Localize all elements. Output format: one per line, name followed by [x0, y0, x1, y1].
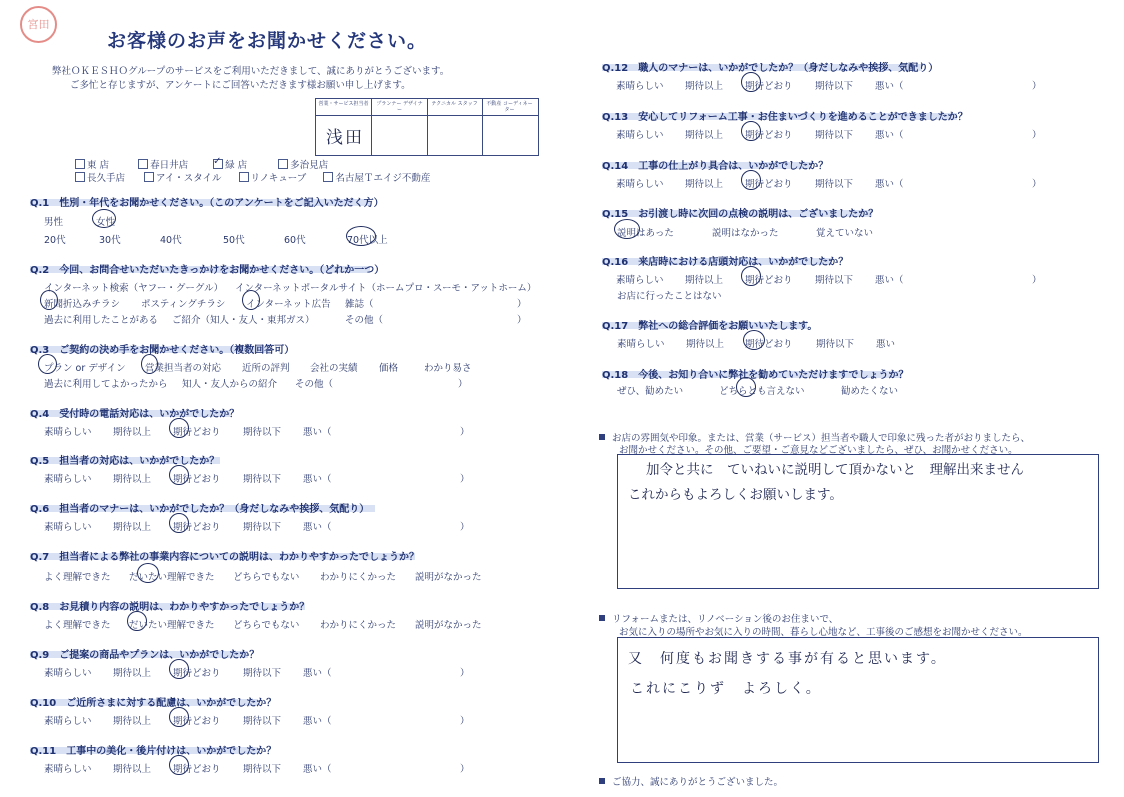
- q12-opt-3[interactable]: 期待どおり: [745, 81, 793, 92]
- q6-opt-5[interactable]: 悪い（: [303, 522, 332, 533]
- q18-opt-1[interactable]: ぜひ、勧めたい: [617, 386, 684, 397]
- q10-question: Q.10 ご近所さまに対する配慮は、いかがでしたか？: [30, 698, 277, 709]
- q7-question: Q.7 担当者による弊社の事業内容についての説明は、わかりやすかったでしょうか？: [30, 552, 420, 563]
- q13-opt-4[interactable]: 期待以下: [815, 130, 854, 141]
- q2-webad-mark: [242, 290, 260, 310]
- q4-opt-4[interactable]: 期待以下: [243, 427, 282, 438]
- q6-opt-1[interactable]: 素晴らしい: [44, 522, 92, 533]
- q6-opt-4[interactable]: 期待以下: [243, 522, 282, 533]
- q2-opt-other-close: ）: [517, 315, 527, 326]
- q6-opt-2[interactable]: 期待以上: [113, 522, 152, 533]
- q11-opt-6: ）: [460, 764, 470, 775]
- q12-opt-2[interactable]: 期待以上: [685, 81, 724, 92]
- staff-header-technical: テクニカル スタッフ: [431, 101, 478, 107]
- q6-opt-6: ）: [460, 522, 470, 533]
- q4-opt-2[interactable]: 期待以上: [113, 427, 152, 438]
- q4-opt-1[interactable]: 素晴らしい: [44, 427, 92, 438]
- q6-mark: [169, 513, 189, 533]
- q5-opt-6: ）: [460, 474, 470, 485]
- q14-mark: [741, 170, 761, 190]
- q8-mark: [127, 611, 147, 631]
- q11-opt-5[interactable]: 悪い（: [303, 764, 332, 775]
- q6-question: Q.6 担当者のマナーは、いかがでしたか？（身だしなみや挨拶、気配り）: [30, 504, 370, 515]
- q4-mark: [169, 418, 189, 438]
- q13-opt-1[interactable]: 素晴らしい: [616, 130, 664, 141]
- store-higashi[interactable]: 東 店: [75, 160, 109, 171]
- q2-opt-portal[interactable]: インターネットポータルサイト（ホームプロ・スーモ・アットホーム）: [235, 283, 537, 294]
- store-tage[interactable]: 名古屋Ｔエイジ不動産: [323, 173, 430, 184]
- q17-mark: [743, 330, 765, 350]
- q4-opt-5[interactable]: 悪い（: [303, 427, 332, 438]
- q17-opt-1[interactable]: 素晴らしい: [617, 339, 665, 350]
- q7-opt-4[interactable]: わかりにくかった: [320, 572, 397, 583]
- q5-opt-5[interactable]: 悪い（: [303, 474, 332, 485]
- q1-question: Q.1 性別・年代をお聞かせください。（このアンケートをご記入いただく方）: [30, 198, 384, 209]
- q5-opt-2[interactable]: 期待以上: [113, 474, 152, 485]
- q2-flyer-mark: [40, 290, 58, 310]
- q15-question: Q.15 お引渡し時に次回の点検の説明は、ございましたか？: [602, 209, 879, 220]
- q16-opt-never[interactable]: お店に行ったことはない: [617, 291, 722, 302]
- q18-opt-3[interactable]: 勧めたくない: [841, 386, 899, 397]
- q16-mark: [741, 266, 761, 286]
- q6-opt-3[interactable]: 期待どおり: [173, 522, 221, 533]
- q1-age-40[interactable]: 40代: [160, 235, 182, 246]
- q17-opt-5[interactable]: 悪い: [876, 339, 896, 350]
- q17-opt-2[interactable]: 期待以上: [686, 339, 725, 350]
- q14-opt-2[interactable]: 期待以上: [685, 179, 724, 190]
- q2-opt-past[interactable]: 過去に利用したことがある: [44, 315, 159, 326]
- q8-opt-2[interactable]: だいたい理解できた: [129, 620, 215, 631]
- q3-opt-plan[interactable]: プラン or デザイン: [44, 363, 126, 374]
- q2-opt-magazine-close: ）: [517, 299, 527, 310]
- q8-opt-1[interactable]: よく理解できた: [44, 620, 111, 631]
- q10-mark: [169, 707, 189, 727]
- q9-opt-2[interactable]: 期待以上: [113, 668, 152, 679]
- q15-opt-3[interactable]: 覚えていない: [816, 228, 874, 239]
- q13-opt-5[interactable]: 悪い（: [875, 130, 904, 141]
- q16-question: Q.16 来店時における店頭対応は、いかがでしたか？: [602, 257, 849, 268]
- q2-opt-posting[interactable]: ポスティングチラシ: [141, 299, 226, 310]
- q12-mark: [741, 72, 761, 92]
- q13-opt-6: ）: [1032, 130, 1042, 141]
- q3-question: Q.3 ご契約の決め手をお聞かせください。（複数回答可）: [30, 345, 295, 356]
- q14-opt-1[interactable]: 素晴らしい: [616, 179, 664, 190]
- q11-question: Q.11 工事中の美化・後片付けは、いかがでしたか？: [30, 746, 277, 757]
- q9-opt-1[interactable]: 素晴らしい: [44, 668, 92, 679]
- comment1-text-2: これからもよろしくお願いします。: [628, 487, 843, 503]
- q12-opt-1[interactable]: 素晴らしい: [616, 81, 664, 92]
- store-row-2: [75, 170, 430, 184]
- q13-mark: [741, 121, 761, 141]
- q14-opt-4[interactable]: 期待以下: [815, 179, 854, 190]
- q3-opt-past[interactable]: 過去に利用してよかったから: [44, 379, 168, 390]
- q9-opt-5[interactable]: 悪い（: [303, 668, 332, 679]
- thanks-text: ご協力、誠にありがとうございました。: [599, 774, 783, 788]
- q8-opt-3[interactable]: どちらでもない: [233, 620, 300, 631]
- q18-mark: [736, 377, 756, 397]
- q2-opt-magazine[interactable]: 雑誌（: [345, 299, 374, 310]
- q3-plan-mark: [38, 354, 57, 374]
- intro-line-1: 弊社ＯＫＥＳＨＯグループのサービスをご利用いただきまして、誠にありがとうございます。: [52, 66, 450, 77]
- store-row-1: [75, 157, 328, 171]
- q11-mark: [169, 755, 189, 775]
- staff-header-planner: プランナー デザイナー: [376, 101, 423, 113]
- q10-opt-3[interactable]: 期待どおり: [173, 716, 221, 727]
- comment2-label-2: お気に入りの場所やお気に入りの時間、暮らし心地など、工事後のご感想をお聞かせください。: [619, 627, 1028, 638]
- stamp-text: 宮田: [27, 18, 50, 31]
- staff-header-sales: 営業・サービス担当者: [318, 101, 369, 107]
- q10-opt-5[interactable]: 悪い（: [303, 716, 332, 727]
- q12-opt-6: ）: [1032, 81, 1042, 92]
- q8-opt-4[interactable]: わかりにくかった: [320, 620, 397, 631]
- q14-question: Q.14 工事の仕上がり具合は、いかがでしたか？: [602, 161, 829, 172]
- q2-opt-referral[interactable]: ご紹介（知人・友人・東邦ガス）: [172, 315, 315, 326]
- q11-opt-2[interactable]: 期待以上: [113, 764, 152, 775]
- q1-age-20[interactable]: 20代: [44, 235, 66, 246]
- q2-opt-flyer[interactable]: 新聞折込みチラシ: [44, 299, 121, 310]
- q11-opt-1[interactable]: 素晴らしい: [44, 764, 92, 775]
- comment1-label-2: お聞かせください。その他、ご要望・ご意見などございましたら、ぜひ、お聞かせください。: [619, 445, 1018, 456]
- q13-question: Q.13 安心してリフォーム工事・お住まいづくりを進めることができましたか？: [602, 112, 968, 123]
- q14-opt-6: ）: [1032, 179, 1042, 190]
- q9-opt-3[interactable]: 期待どおり: [173, 668, 221, 679]
- q7-opt-3[interactable]: どちらでもない: [233, 572, 300, 583]
- q8-opt-5[interactable]: 説明がなかった: [415, 620, 482, 631]
- q5-opt-1[interactable]: 素晴らしい: [44, 474, 92, 485]
- store-nagakute[interactable]: 長久手店: [75, 173, 125, 184]
- q7-opt-2[interactable]: だいたい理解できた: [129, 572, 215, 583]
- q16-opt-2[interactable]: 期待以上: [685, 275, 724, 286]
- q3-opt-friend[interactable]: 知人・友人からの紹介: [182, 379, 278, 390]
- q17-opt-3[interactable]: 期待どおり: [745, 339, 793, 350]
- q4-question: Q.4 受付時の電話対応は、いかがでしたか？: [30, 409, 240, 420]
- comment2-text-2: これにこりず よろしく。: [630, 681, 822, 697]
- q1-age-60[interactable]: 60代: [284, 235, 306, 246]
- q16-opt-1[interactable]: 素晴らしい: [616, 275, 664, 286]
- staff-sales-name: 浅田: [326, 128, 364, 148]
- q10-opt-6: ）: [460, 716, 470, 727]
- q16-opt-6: ）: [1032, 275, 1042, 286]
- q1-age-70[interactable]: 70代以上: [347, 235, 388, 246]
- store-tajimi[interactable]: 多治見店: [278, 160, 328, 171]
- q9-opt-6: ）: [460, 668, 470, 679]
- q3-sales-mark: [141, 354, 158, 374]
- q12-opt-5[interactable]: 悪い（: [875, 81, 904, 92]
- q10-opt-4[interactable]: 期待以下: [243, 716, 282, 727]
- q10-opt-1[interactable]: 素晴らしい: [44, 716, 92, 727]
- q16-opt-3[interactable]: 期待どおり: [745, 275, 793, 286]
- q16-opt-4[interactable]: 期待以下: [815, 275, 854, 286]
- store-midori[interactable]: ✓ 緑 店: [213, 160, 247, 171]
- q12-question: Q.12 職人のマナーは、いかがでしたか？（身だしなみや挨拶、気配り）: [602, 63, 939, 74]
- intro-line-2: ご多忙と存じますが、アンケートにご回答いただきます様お願い申し上げます。: [70, 80, 411, 91]
- q11-opt-3[interactable]: 期待どおり: [173, 764, 221, 775]
- q5-opt-3[interactable]: 期待どおり: [173, 474, 221, 485]
- staff-header-realestate: 不動産 コーディネーター: [486, 101, 533, 113]
- comment2-text-1: 又 何度もお聞きする事が有ると思います。: [628, 651, 947, 667]
- q9-mark: [169, 659, 189, 679]
- q1-age-mark: [346, 226, 376, 246]
- q3-opt-other-close: ）: [458, 379, 468, 390]
- q3-opt-reputation[interactable]: 近所の評判: [242, 363, 290, 374]
- q1-age-50[interactable]: 50代: [223, 235, 245, 246]
- comment1-label-1: お店の雰囲気や印象。または、営業（サービス）担当者や職人で印象に残った者がおりましたら、: [599, 430, 1030, 444]
- q11-opt-4[interactable]: 期待以下: [243, 764, 282, 775]
- q18-question: Q.18 今後、お知り合いに弊社を勧めていただけますでしょうか？: [602, 370, 909, 381]
- q1-gender-mark: [92, 209, 116, 228]
- staff-table: [315, 98, 539, 156]
- q9-question: Q.9 ご提案の商品やプランは、いかがでしたか？: [30, 650, 260, 661]
- q17-opt-4[interactable]: 期待以下: [816, 339, 855, 350]
- q18-opt-2[interactable]: どちらとも言えない: [719, 386, 805, 397]
- q3-opt-other[interactable]: その他（: [295, 379, 334, 390]
- store-kasugai[interactable]: 春日井店: [138, 160, 188, 171]
- q15-opt-1[interactable]: 説明はあった: [617, 228, 674, 239]
- store-istyle[interactable]: アイ・スタイル: [144, 173, 221, 184]
- q1-gender-male[interactable]: 男性: [44, 217, 64, 228]
- q16-opt-5[interactable]: 悪い（: [875, 275, 904, 286]
- store-renocube[interactable]: リノキューブ: [239, 173, 307, 184]
- q3-opt-clarity[interactable]: わかり易さ: [424, 363, 472, 374]
- q2-opt-webad[interactable]: インターネット広告: [246, 299, 331, 310]
- stamp-seal: [20, 6, 57, 43]
- comment2-label-1: リフォームまたは、リノベーション後のお住まいで、: [599, 611, 838, 625]
- q2-question: Q.2 今回、お問合せいただいたきっかけをお聞かせください。（どれか一つ）: [30, 265, 385, 276]
- page-title: お客様のお声をお聞かせください。: [107, 30, 428, 52]
- q3-opt-track[interactable]: 会社の実績: [310, 363, 358, 374]
- q9-opt-4[interactable]: 期待以下: [243, 668, 282, 679]
- q5-question: Q.5 担当者の対応は、いかがでしたか？: [30, 456, 220, 467]
- q8-question: Q.8 お見積り内容の説明は、わかりやすかったでしょうか？: [30, 602, 310, 613]
- q14-opt-5[interactable]: 悪い（: [875, 179, 904, 190]
- q5-mark: [169, 465, 189, 485]
- q1-age-30[interactable]: 30代: [99, 235, 121, 246]
- q14-opt-3[interactable]: 期待どおり: [745, 179, 793, 190]
- q15-opt-2[interactable]: 説明はなかった: [712, 228, 779, 239]
- q13-opt-3[interactable]: 期待どおり: [745, 130, 793, 141]
- q7-opt-5[interactable]: 説明がなかった: [415, 572, 482, 583]
- q7-opt-1[interactable]: よく理解できた: [44, 572, 111, 583]
- q17-question: Q.17 弊社への総合評価をお願いいたします。: [602, 321, 818, 332]
- comment1-text-1: 加令と共に ていねいに説明して頂かないと 理解出来ません: [646, 462, 1024, 478]
- q2-opt-other[interactable]: その他（: [345, 315, 384, 326]
- q12-opt-4[interactable]: 期待以下: [815, 81, 854, 92]
- q4-opt-6: ）: [460, 427, 470, 438]
- q5-opt-4[interactable]: 期待以下: [243, 474, 282, 485]
- q3-opt-sales[interactable]: 営業担当者の対応: [145, 363, 222, 374]
- q13-opt-2[interactable]: 期待以上: [685, 130, 724, 141]
- q10-opt-2[interactable]: 期待以上: [113, 716, 152, 727]
- q15-mark: [614, 219, 640, 239]
- q7-mark: [137, 563, 159, 583]
- q1-gender-female[interactable]: 女性: [96, 217, 116, 228]
- q4-opt-3[interactable]: 期待どおり: [173, 427, 221, 438]
- q2-opt-search[interactable]: インターネット検索（ヤフー・グーグル）: [44, 283, 224, 294]
- q3-opt-price[interactable]: 価格: [379, 363, 399, 374]
